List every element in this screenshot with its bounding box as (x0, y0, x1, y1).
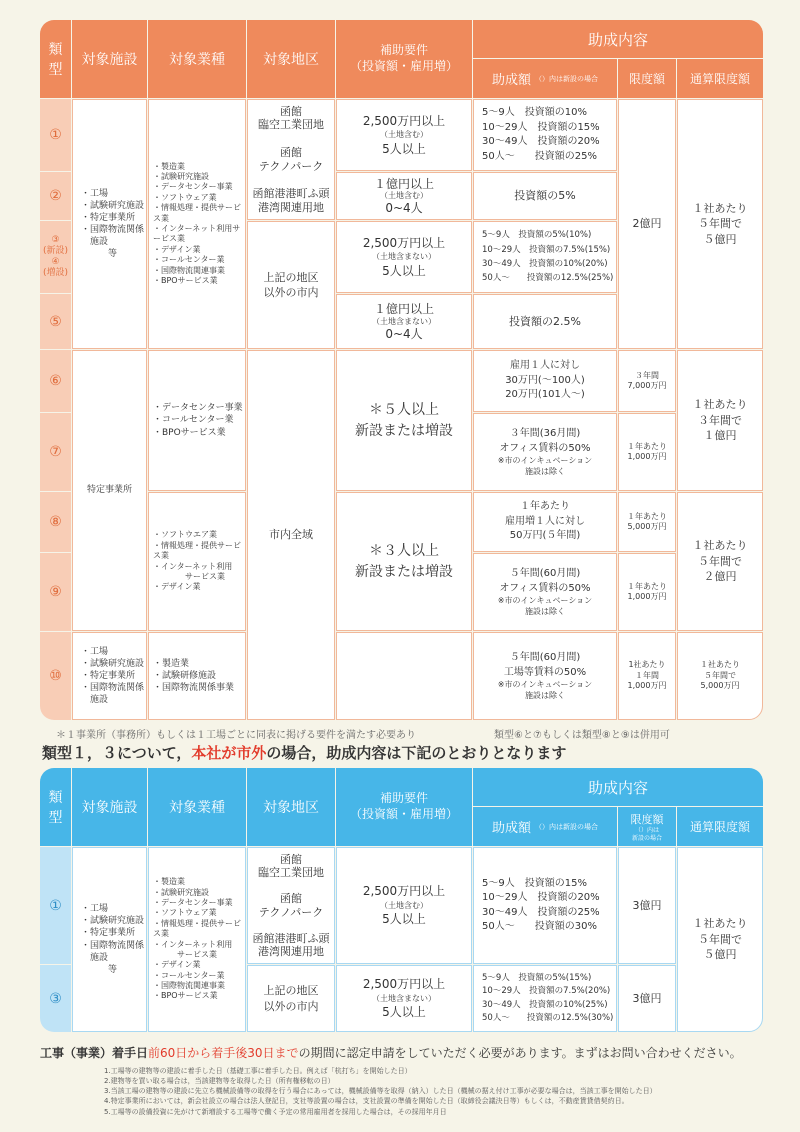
header2-limit-label: 限度額 (630, 813, 664, 827)
area2-other-city: 上記の地区 以外の市内 (247, 965, 335, 1032)
header-area: 対象地区 (247, 20, 335, 98)
header2-limit (618, 807, 676, 846)
limit2-3: 3億円 (618, 965, 676, 1032)
limit-7: １年あたり 1,000万円 (618, 413, 676, 491)
requirement-2-note: （土地含む） (380, 191, 428, 201)
limit-8: １年あたり 5,000万円 (618, 492, 676, 552)
requirement-5 (336, 294, 472, 349)
header2-amount-note: （）内は新設の場合 (535, 822, 598, 831)
requirement-1-investment: 2,500万円以上 (362, 113, 446, 128)
type-7: ⑦ (40, 413, 71, 491)
footnote-1: 1.工場等の建物等の建設に着手した日（基礎工事に着手した日。例えば「杭打ち」を開始した日） (104, 1067, 412, 1075)
limit-6: ３年間 7,000万円 (618, 350, 676, 412)
header2-total-limit: 通算限度額 (677, 807, 763, 846)
total-limit-10: １社あたり ５年間で 5,000万円 (677, 632, 763, 720)
limit-10: 1社あたり １年間 1,000万円 (618, 632, 676, 720)
type-1: ① (40, 99, 71, 171)
requirement-2 (336, 172, 472, 220)
requirement-3-employment: 5人以上 (382, 263, 426, 278)
amount-5: 投資額の2.5% (473, 294, 617, 349)
footnote-4: 4.特定事業所においては，新会社設立の場合は法人登記日，支社等設置の場合は，支社設置の準備を開始した日（取締役会議決日等）もしくは，不動産賃貸借契約日。 (104, 1097, 629, 1106)
footnote-combination: 類型⑥と⑦もしくは類型⑧と⑨は併用可 (494, 730, 670, 741)
footnote-3: 3.当該工場の建物等の建設に先立ち機械設備等の取得を行う場合にあっては，機械設備等を取得（納入）した日（機械の据え付け工事が必要な場合は，当該工事を開始した日） (104, 1087, 657, 1096)
header2-requirements: 補助要件 （投資額・雇用増） (336, 768, 472, 846)
requirement-10 (336, 632, 472, 720)
limit-9: １年あたり 1,000万円 (618, 553, 676, 631)
header2-area: 対象地区 (247, 768, 335, 846)
amount-8: １年あたり 雇用増１人に対し 50万円(５年間) (473, 492, 617, 552)
certification-notice (40, 1044, 780, 1061)
amount-6: 雇用１人に対し 30万円(～100人) 20万円(101人～) (473, 350, 617, 412)
header2-amount (473, 807, 617, 846)
requirement-1 (336, 99, 472, 171)
amount-10 (473, 632, 617, 720)
requirement-2-investment: １億円以上 (373, 176, 434, 191)
area-industrial-parks: 函館 臨空工業団地 函館 テクノパーク 函館港港町ふ頭 港湾関連用地 (247, 99, 335, 220)
footnotes (104, 1066, 657, 1117)
header2-industry: 対象業種 (148, 768, 246, 846)
amount-10-text: ５年間(60月間) 工場等賃料の50% (503, 652, 587, 678)
industry-group-b: ・データセンター事業 ・コールセンター業 ・BPOサービス業 (148, 350, 246, 491)
section-heading-hq-outside (42, 742, 566, 763)
amount-9-text: ５年間(60月間) オフィス賃料の50% (499, 568, 591, 594)
limit2-1: 3億円 (618, 847, 676, 964)
limit-group-a: 2億円 (618, 99, 676, 349)
total-limit-8-9: １社あたり ５年間で ２億円 (677, 492, 763, 631)
total-limit-group-a: １社あたり ５年間で ５億円 (677, 99, 763, 349)
requirement2-1-note: （土地含む） (380, 900, 428, 910)
requirement2-3-employment: 5人以上 (382, 1005, 426, 1020)
requirement-2-employment: 0~4人 (385, 200, 423, 215)
industry2: ・製造業 ・試験研究施設 ・データセンター事業 ・ソフトウェア業 ・情報処理・提供サービス業 ・インターネット利用 サービス業 ・デザイン業 ・コールセンター業 ・国際物流関連事業 ・BPOサービス業 (148, 847, 246, 1032)
requirement2-1-investment: 2,500万円以上 (362, 884, 446, 899)
requirement-5-employment: 0~4人 (385, 326, 423, 341)
header-amount-label: 助成額 (491, 73, 531, 88)
heading-highlight: 本社が市外 (191, 744, 267, 762)
header-total-limit: 通算限度額 (677, 59, 763, 98)
industry-group-a: ・製造業 ・試験研究施設 ・データセンター事業 ・ソフトウェア業 ・情報処理・提供サービス業 ・インターネット利用サービス業 ・デザイン業 ・コールセンター業 ・国際物流関連事業 ・BPOサービス業 (148, 99, 246, 349)
amount-9-note: ※市のインキュベーション 施設は除く (497, 596, 593, 616)
amount-7 (473, 413, 617, 491)
header-amount (473, 59, 617, 98)
header2-content: 助成内容 (473, 768, 763, 806)
facility2: ・工場 ・試験研究施設 ・特定事業所 ・国際物流関係 施設 等 (72, 847, 147, 1032)
header2-type: 類 型 (40, 768, 71, 846)
type-6: ⑥ (40, 350, 71, 412)
header2-amount-label: 助成額 (491, 821, 531, 836)
requirement-3-4 (336, 221, 472, 293)
cert-start: 工事（事業）着手日 (40, 1046, 149, 1060)
cert-rest: の期間に認定申請をしていただく必要があります。まずはお問い合わせください。 (298, 1046, 742, 1060)
header-facility: 対象施設 (72, 20, 147, 98)
requirement2-1-employment: 5人以上 (382, 912, 426, 927)
amount-2: 投資額の5% (473, 172, 617, 220)
requirement2-3 (336, 965, 472, 1032)
subsidy-table-main (40, 20, 763, 720)
requirement-5-note: （土地含まない） (372, 316, 436, 326)
footnote-2: 2.建物等を買い取る場合は，当該建物等を取得した日（所有権移転の日） (104, 1077, 335, 1086)
type2-3: ③ (40, 965, 71, 1032)
requirement-6-7: ＊５人以上 新設または増設 (336, 350, 472, 491)
requirement2-3-note: （土地含まない） (372, 993, 436, 1003)
type2-1: ① (40, 847, 71, 964)
requirement2-3-investment: 2,500万円以上 (362, 977, 446, 992)
type-2: ② (40, 172, 71, 220)
requirement-1-employment: 5人以上 (382, 141, 426, 156)
area-city-wide: 市内全域 (247, 350, 335, 720)
subsidy-table-hq-outside (40, 768, 763, 1032)
amount-3-4: 5～9人 投資額の5%(10%) 10～29人 投資額の7.5%(15%) 30～49人 投資額の10%(20%) 50人～ 投資額の12.5%(25%) (473, 221, 617, 293)
heading-part-2: の場合，助成内容は下記のとおりとなります (266, 744, 567, 762)
type-8: ⑧ (40, 492, 71, 552)
header-amount-note: （）内は新設の場合 (535, 74, 598, 83)
facility-specific-office: 特定事業所 (72, 350, 147, 631)
type-5: ⑤ (40, 294, 71, 349)
requirement-5-investment: １億円以上 (373, 301, 434, 316)
area-other-city: 上記の地区 以外の市内 (247, 221, 335, 349)
total-limit-6-7: １社あたり ３年間で １億円 (677, 350, 763, 491)
total-limit2: １社あたり ５年間で ５億円 (677, 847, 763, 1032)
industry-group-c: ・ソフトウエア業 ・情報処理・提供サービス業 ・インターネット利用 サービス業 ・デザイン業 (148, 492, 246, 631)
industry-10: ・製造業 ・試験研修施設 ・国際物流関係事業 (148, 632, 246, 720)
requirement-8-9: ＊３人以上 新設または増設 (336, 492, 472, 631)
footnote-5: 5.工場等の設備投資に先がけて新増設する工場等で働く予定の常用雇用者を採用した場合は，その採用年月日 (104, 1107, 447, 1116)
cert-period: 前60日から着手後30日まで (148, 1046, 299, 1060)
header-requirements: 補助要件 （投資額・雇用増） (336, 20, 472, 98)
header-industry: 対象業種 (148, 20, 246, 98)
footnote-requirement: ＊１事業所（事務所）もしくは１工場ごとに同表に掲げる要件を満たす必要あり (56, 730, 416, 741)
header-limit: 限度額 (618, 59, 676, 98)
amount2-1: 5～9人 投資額の15% 10～29人 投資額の20% 30～49人 投資額の25% 50人～ 投資額の30% (473, 847, 617, 964)
amount-1: 5～9人 投資額の10% 10～29人 投資額の15% 30～49人 投資額の20% 50人～ 投資額の25% (473, 99, 617, 171)
type-3-4: ③ (新設) ④ (増設) (40, 221, 71, 293)
amount-7-note: ※市のインキュベーション 施設は除く (497, 456, 593, 476)
amount-7-text: ３年間(36月間) オフィス賃料の50% (499, 428, 591, 454)
type-9: ⑨ (40, 553, 71, 631)
type-10: ⑩ (40, 632, 71, 720)
requirement-3-investment: 2,500万円以上 (362, 235, 446, 250)
header2-limit-note: （）内は 新設の場合 (631, 827, 662, 842)
amount-10-note: ※市のインキュベーション 施設は除く (497, 680, 593, 700)
facility-10: ・工場 ・試験研究施設 ・特定事業所 ・国際物流関係 施設 (72, 632, 147, 720)
header-type: 類 型 (40, 20, 71, 98)
heading-part-1: 類型１，３について， (42, 744, 192, 762)
facility-group-a: ・工場 ・試験研究施設 ・特定事業所 ・国際物流関係 施設 等 (72, 99, 147, 349)
header2-facility: 対象施設 (72, 768, 147, 846)
requirement2-1 (336, 847, 472, 964)
area2-industrial-parks: 函館 臨空工業団地 函館 テクノパーク 函館港港町ふ頭 港湾関連用地 (247, 847, 335, 964)
header-content: 助成内容 (473, 20, 763, 58)
amount2-3: 5～9人 投資額の5%(15%) 10～29人 投資額の7.5%(20%) 30～49人 投資額の10%(25%) 50人～ 投資額の12.5%(30%) (473, 965, 617, 1032)
amount-9 (473, 553, 617, 631)
requirement-3-note: （土地含まない） (372, 252, 436, 262)
requirement-1-note: （土地含む） (380, 130, 428, 140)
